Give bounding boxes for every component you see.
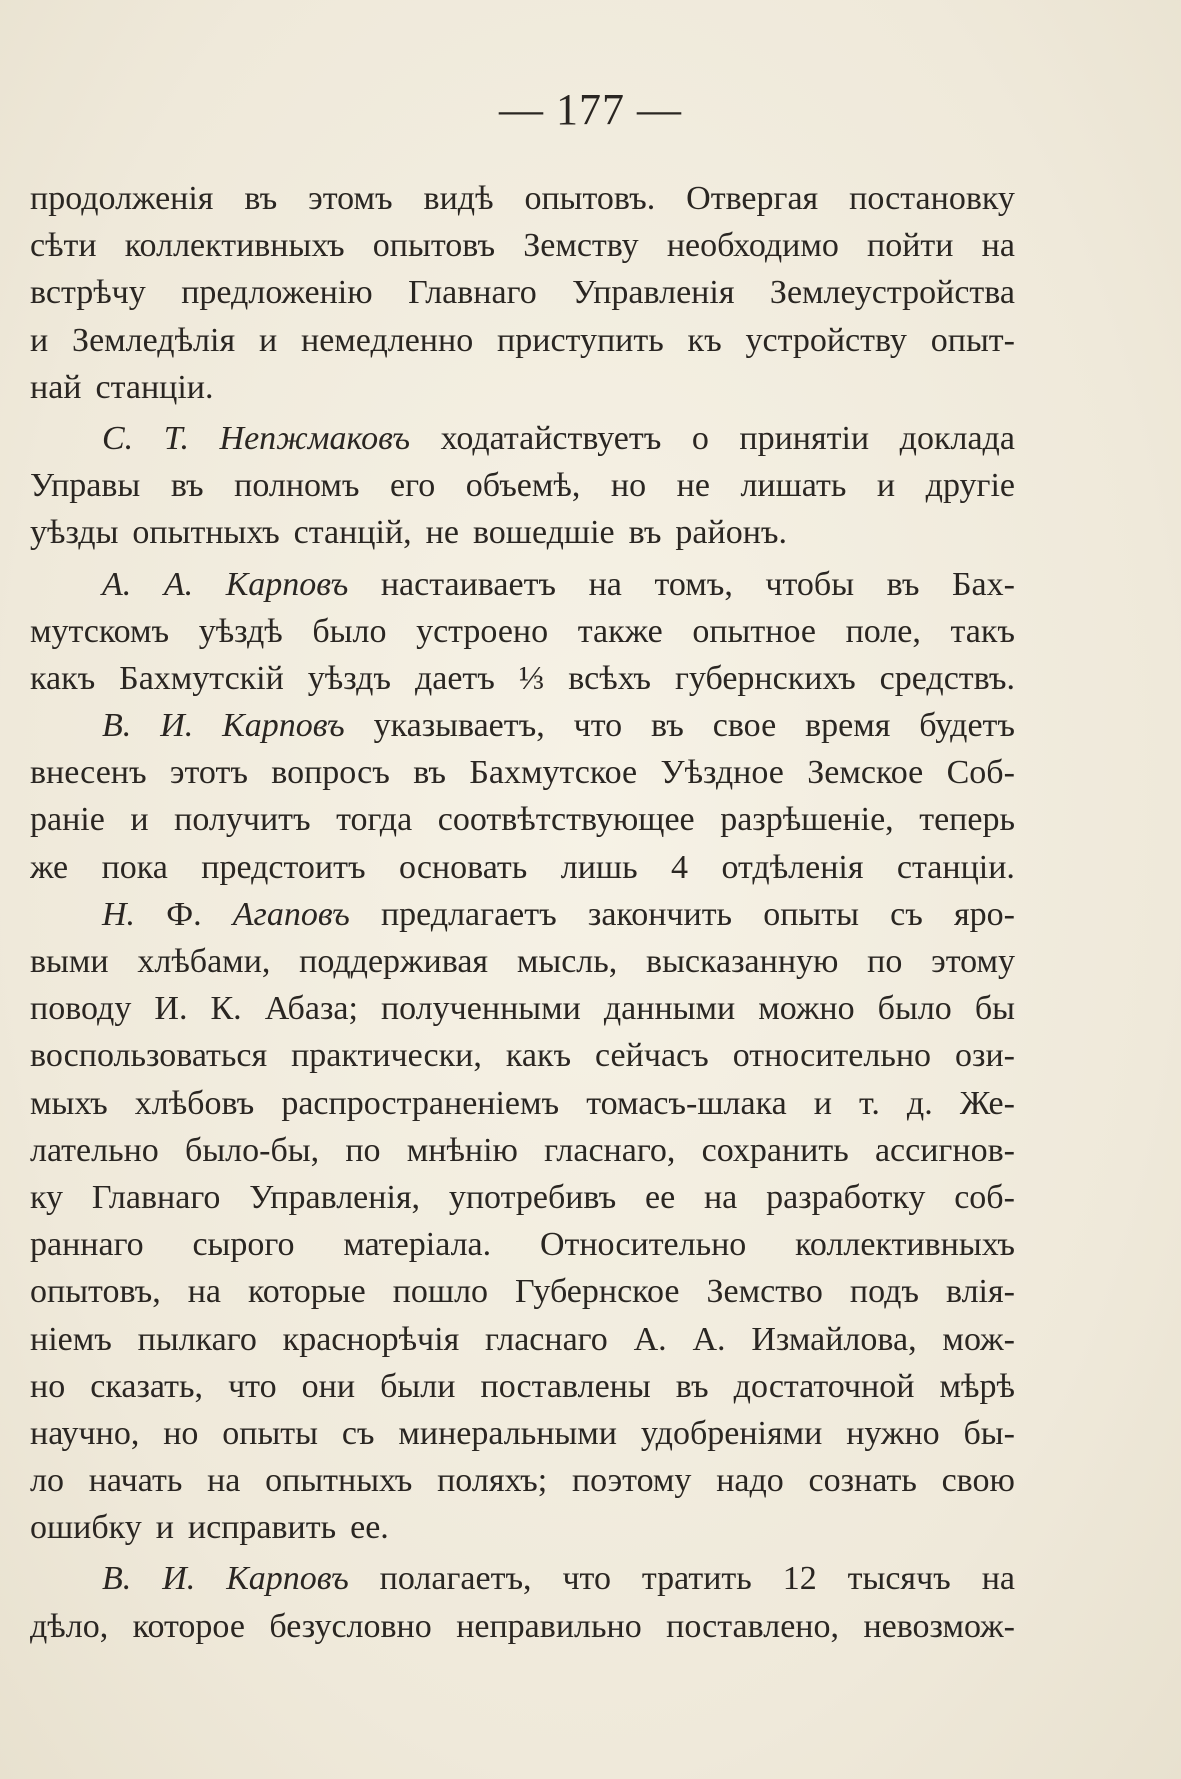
word: опытовъ. (524, 180, 656, 217)
word: поводу (30, 990, 132, 1028)
word: краснорѣчія (282, 1320, 460, 1358)
text-line (30, 317, 1015, 364)
text-line (30, 1174, 1015, 1221)
word: И. (160, 707, 194, 745)
page-number: — 177 — (499, 85, 682, 134)
word: этому (931, 943, 1015, 980)
word: гласнаго (485, 1320, 608, 1358)
word: пылкаго (137, 1320, 257, 1358)
word: ⅓ (518, 659, 545, 697)
text-line (30, 1504, 1015, 1551)
word: свое (712, 707, 777, 745)
word: Относительно (539, 1226, 747, 1264)
word: настаиваетъ (380, 565, 557, 603)
word: невозмож- (863, 1607, 1015, 1645)
word: коллективныхъ (124, 227, 345, 265)
text-line (30, 1032, 1015, 1079)
word: Непжмаковъ (219, 419, 411, 457)
text-line (30, 1268, 1015, 1315)
word: пошло (392, 1273, 489, 1311)
word: томъ, (654, 565, 733, 603)
word: поставлены (480, 1367, 651, 1405)
text-line (30, 749, 1015, 796)
word: было-бы, (185, 1131, 320, 1169)
word: Же- (959, 1084, 1015, 1122)
word: Земское (807, 754, 924, 792)
word: устройству (745, 321, 907, 359)
word: вошедшіе (472, 514, 615, 552)
word: такъ (950, 612, 1015, 650)
word: уѣздъ (307, 659, 391, 697)
word: какъ (30, 659, 96, 697)
word: нужно (846, 1414, 940, 1452)
text-line (30, 844, 1015, 891)
text-line (30, 175, 1015, 222)
word: пойти (867, 227, 954, 265)
word: приступить (497, 321, 664, 359)
word: дѣло, (30, 1607, 109, 1645)
word: было (877, 990, 952, 1028)
word: другіе (925, 467, 1015, 505)
word: предложенію (181, 274, 373, 312)
word: соб- (954, 1178, 1015, 1216)
word: станціи. (896, 848, 1015, 886)
word: въ (170, 467, 204, 505)
word: постановку (849, 180, 1015, 217)
word: уѣзды (30, 514, 119, 552)
word: хлѣбовъ (134, 1084, 255, 1122)
word: въ (651, 707, 684, 745)
word: о (691, 419, 709, 457)
word: ее. (350, 1509, 389, 1547)
word: которое (132, 1607, 245, 1645)
word: д. (906, 1084, 933, 1122)
word: съ (890, 895, 923, 933)
word: разрѣшеніе, (720, 801, 894, 839)
text-line (30, 796, 1015, 843)
word: всѣхъ (568, 659, 651, 697)
word: удобреніями (640, 1414, 823, 1452)
word: Управы (30, 467, 141, 505)
word: на (207, 1462, 241, 1500)
word: и (258, 321, 278, 359)
word: опыты (222, 1414, 318, 1452)
word: тратить (641, 1560, 752, 1598)
word: по (345, 1131, 381, 1169)
word: Губернское (515, 1273, 680, 1311)
word: и (876, 467, 896, 505)
word: сознать (808, 1462, 917, 1500)
word: минеральными (398, 1414, 617, 1452)
word: опытное (692, 612, 816, 650)
text-line (30, 1555, 1015, 1602)
word: подъ (849, 1273, 919, 1311)
word: на (187, 1273, 222, 1311)
word: Земству (523, 227, 639, 265)
text-line (30, 1221, 1015, 1268)
word: поляхъ; (437, 1462, 548, 1500)
word: относительно (732, 1037, 932, 1075)
word: къ (687, 321, 722, 359)
word: районъ. (675, 514, 787, 552)
word: но (30, 1367, 66, 1405)
word: А. (633, 1320, 667, 1358)
word: уѣздѣ (198, 612, 283, 650)
word: Отвергая (686, 180, 819, 217)
word: Управленія (572, 274, 735, 312)
word: т. (859, 1084, 880, 1122)
word: съ (341, 1414, 375, 1452)
word: Землеустройства (769, 274, 1015, 312)
word: что (562, 1560, 611, 1598)
word: основать (398, 848, 528, 886)
word: опытовъ, (30, 1273, 161, 1311)
word: най (30, 368, 82, 406)
word: сохранить (701, 1131, 849, 1169)
word: въ (675, 1367, 709, 1405)
word: видѣ (423, 180, 494, 217)
word: поэтому (571, 1462, 692, 1500)
word: но (163, 1414, 199, 1452)
text-line (30, 1316, 1015, 1363)
word: Управленія, (249, 1178, 421, 1216)
word: Агаповъ (232, 895, 350, 933)
word: Бахмутское (469, 754, 638, 792)
word: можно (758, 990, 855, 1028)
word: въ (413, 754, 446, 792)
word: надо (716, 1462, 784, 1500)
word: мнѣнію (406, 1131, 518, 1169)
word: практически, (291, 1037, 482, 1075)
word: какъ (505, 1037, 572, 1075)
word: предлагаетъ (380, 895, 557, 933)
word: принятіи (739, 419, 870, 457)
word: В. (102, 707, 132, 745)
word: безусловно (269, 1607, 432, 1645)
word: А. (163, 565, 194, 603)
word: разработку (766, 1178, 926, 1216)
word: Т. (163, 419, 189, 457)
word: раніе (30, 801, 105, 839)
word: не (676, 467, 710, 505)
word: коллективныхъ (795, 1226, 1015, 1264)
word: Бахмутскій (119, 659, 284, 697)
word: же (30, 848, 69, 886)
word: продолженія (30, 180, 214, 217)
word: поставлено, (666, 1607, 839, 1645)
word: и (155, 1509, 174, 1547)
word: употребивъ (448, 1178, 617, 1216)
word: поддерживая (299, 943, 489, 980)
word: гласнаго, (544, 1131, 676, 1169)
word: станціи. (95, 368, 214, 406)
word: Абаза; (264, 990, 358, 1028)
word: средствъ. (879, 659, 1015, 697)
word: губернскихъ (674, 659, 856, 697)
word: 12 (782, 1560, 817, 1598)
word: Соб- (946, 754, 1015, 792)
word: влія- (945, 1273, 1015, 1311)
text-line (30, 608, 1015, 655)
word: немедленно (301, 321, 474, 359)
word: закончить (587, 895, 733, 933)
word: мутскомъ (30, 612, 170, 650)
word: Уѣздное (660, 754, 784, 792)
word: даетъ (414, 659, 495, 697)
word: что (228, 1367, 277, 1405)
word: Карповъ (222, 707, 345, 745)
text-line (30, 222, 1015, 269)
word: сѣти (30, 227, 97, 265)
word: были (380, 1367, 456, 1405)
text-line (30, 1603, 1015, 1650)
word: данными (603, 990, 736, 1028)
word: научно, (30, 1414, 140, 1452)
word: тысячъ (847, 1560, 951, 1598)
word: будетъ (919, 707, 1015, 745)
text-line (30, 509, 1015, 556)
word: мѣрѣ (939, 1367, 1015, 1405)
word: Карповъ (225, 565, 349, 603)
word: и (813, 1084, 832, 1122)
word: по (867, 943, 903, 980)
word: станцій, (293, 514, 412, 552)
word: которые (248, 1273, 366, 1311)
text-line (30, 938, 1015, 985)
word: на (981, 227, 1015, 265)
word: 4 (671, 848, 689, 886)
word: воспользоваться (30, 1037, 268, 1075)
word: ку (30, 1178, 64, 1216)
text-line (30, 269, 1015, 316)
text-line (30, 891, 1015, 938)
word: полученными (380, 990, 581, 1028)
word: тогда (336, 801, 413, 839)
word: въ (244, 180, 278, 217)
body-text (30, 175, 1015, 1650)
word: вопросъ (271, 754, 390, 792)
word: раннаго (30, 1226, 144, 1264)
word: И. (162, 1560, 196, 1598)
word: Н. (102, 895, 136, 933)
text-line (30, 1127, 1015, 1174)
word: В. (102, 1560, 132, 1598)
word: Измайлова, (751, 1320, 917, 1358)
word: ходатайствуетъ (440, 419, 662, 457)
word: опытовъ (372, 227, 496, 265)
word: не (425, 514, 459, 552)
word: И. (154, 990, 188, 1028)
text-line (30, 462, 1015, 509)
word: устроено (416, 612, 549, 650)
word: они (301, 1367, 356, 1405)
word: матеріала. (343, 1226, 492, 1264)
word: на (981, 1560, 1015, 1598)
word: Главнаго (91, 1178, 221, 1216)
word: опытныхъ (132, 514, 280, 552)
word: сейчасъ (595, 1037, 709, 1075)
word: полномъ (234, 467, 360, 505)
word: распространеніемъ (281, 1084, 560, 1122)
word: на (703, 1178, 738, 1216)
word: соотвѣтствующее (437, 801, 695, 839)
text-line (30, 561, 1015, 608)
word: ло (30, 1462, 64, 1500)
word: С. (102, 419, 134, 457)
text-line (30, 1457, 1015, 1504)
word: Ф. (166, 895, 202, 933)
word: А. (102, 565, 132, 603)
word: Земледѣлія (72, 321, 236, 359)
word: что (573, 707, 623, 745)
word: мож- (942, 1320, 1015, 1358)
word: начать (88, 1462, 183, 1500)
word: томасъ-шлака (586, 1084, 787, 1122)
word: на (588, 565, 622, 603)
word: ее (645, 1178, 676, 1216)
word: ози- (955, 1037, 1015, 1075)
word: К. (210, 990, 242, 1028)
text-line (30, 364, 1015, 411)
word: предстоитъ (201, 848, 366, 886)
word: Карповъ (226, 1560, 349, 1598)
word: выми (30, 943, 109, 980)
text-line (30, 985, 1015, 1032)
word: сырого (192, 1226, 295, 1264)
word: хлѣбами, (137, 943, 271, 980)
word: неправильно (456, 1607, 642, 1645)
word: ніемъ (30, 1320, 112, 1358)
word: но (610, 467, 647, 505)
text-line (30, 655, 1015, 702)
word: полагаетъ, (379, 1560, 532, 1598)
word: въ (628, 514, 662, 552)
word: сказать, (90, 1367, 203, 1405)
text-line (30, 1410, 1015, 1457)
word: доклада (899, 419, 1015, 457)
word: этомъ (308, 180, 393, 217)
text-line (30, 1080, 1015, 1127)
word: этотъ (169, 754, 248, 792)
text-line (30, 415, 1015, 462)
word: внесенъ (30, 754, 147, 792)
word: опытныхъ (265, 1462, 413, 1500)
word: мыхъ (30, 1084, 108, 1122)
word: ассигнов- (874, 1131, 1015, 1169)
word: ошибку (30, 1509, 142, 1547)
word: свою (941, 1462, 1015, 1500)
word: исправить (187, 1509, 337, 1547)
word: Бах- (952, 565, 1015, 603)
text-line (30, 1363, 1015, 1410)
word: достаточной (733, 1367, 915, 1405)
word: указываетъ, (373, 707, 545, 745)
word: его (390, 467, 436, 505)
word: пока (101, 848, 168, 886)
word: опыты (763, 895, 859, 933)
word: въ (886, 565, 920, 603)
word: было (312, 612, 387, 650)
word: чтобы (765, 565, 855, 603)
word: Земство (706, 1273, 823, 1311)
word: высказанную (646, 943, 839, 980)
word: встрѣчу (30, 274, 146, 312)
word: лишь (560, 848, 638, 886)
word: опыт- (930, 321, 1015, 359)
word: мысль, (516, 943, 618, 980)
word: получитъ (174, 801, 311, 839)
word: поле, (845, 612, 921, 650)
word: лишать (740, 467, 847, 505)
word: Главнаго (408, 274, 537, 312)
word: также (577, 612, 663, 650)
word: теперь (919, 801, 1015, 839)
word: яро- (954, 895, 1015, 933)
word: А. (692, 1320, 726, 1358)
word: и (130, 801, 149, 839)
word: необходимо (666, 227, 839, 265)
text-line (30, 702, 1015, 749)
word: и (30, 321, 49, 359)
word: бы (974, 990, 1015, 1028)
word: бы- (963, 1414, 1015, 1452)
word: отдѣленія (721, 848, 864, 886)
word: время (805, 707, 891, 745)
word: лательно (30, 1131, 159, 1169)
word: объемѣ, (465, 467, 581, 505)
